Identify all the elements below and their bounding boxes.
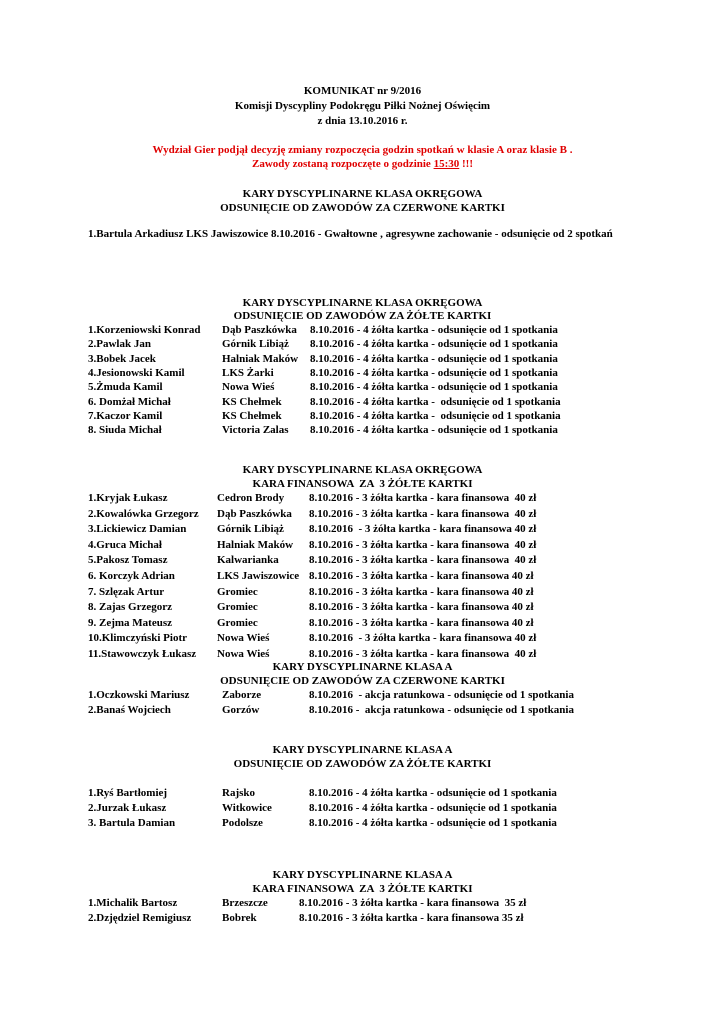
club-name: Cedron Brody [217, 492, 285, 504]
penalty-detail: 8.10.2016 - 4 żółta kartka - odsunięcie od 1 spotkania [309, 787, 557, 799]
club-name: KS Chełmek [222, 409, 282, 422]
table-row [0, 367, 725, 380]
penalty-detail: 8.10.2016 - 4 żółta kartka - odsunięcie od 1 spotkania [309, 817, 557, 829]
table-row [0, 508, 725, 521]
table-row [0, 324, 725, 337]
penalty-detail: 8.10.2016 - 3 żółta kartka - kara finansowa 40 zł [309, 538, 537, 551]
notice-line-2 [0, 158, 725, 171]
club-name: KS Chełmek [222, 395, 282, 408]
club-name: Górnik Libiąż [217, 523, 284, 536]
table-row [0, 353, 725, 366]
club-name: Gromiec [217, 601, 258, 614]
penalty-detail: 8.10.2016 - 4 żółta kartka - odsunięcie od 1 spotkania [310, 366, 558, 379]
player-name: 8. Zajas Grzegorz [88, 601, 172, 614]
table-row [0, 338, 725, 351]
table-row [0, 802, 725, 815]
table-row [0, 396, 725, 409]
penalty-detail: 8.10.2016 - 3 żółta kartka - kara finansowa 40 zł [309, 648, 537, 660]
player-name: 6. Domżał Michał [88, 395, 171, 408]
player-name: 2.Kowalówka Grzegorz [88, 507, 199, 520]
club-name: Górnik Libiąż [222, 338, 289, 351]
section-subtitle: ODSUNIĘCIE OD ZAWODÓW ZA CZERWONE KARTKI [220, 202, 505, 214]
club-name: Podolsze [222, 817, 263, 829]
club-name: LKS Żarki [222, 366, 274, 379]
player-name: 3.Bobek Jacek [88, 352, 156, 365]
table-row [0, 787, 725, 800]
notice-prefix: Zawody zostaną rozpoczęte o godzinie [251, 158, 434, 170]
penalty-detail: 8.10.2016 - 3 żółta kartka - kara finansowa 40 zł [309, 492, 537, 504]
penalty-detail: 8.10.2016 - akcja ratunkowa - odsunięcie od 1 spotkania [309, 689, 574, 701]
club-name: Brzeszcze [222, 897, 268, 909]
club-name: Gromiec [217, 585, 258, 598]
table-row [0, 586, 725, 599]
penalty-detail: 8.10.2016 - 4 żółta kartka - odsunięcie od 1 spotkania [310, 338, 558, 351]
penalty-detail: 8.10.2016 - 3 żółta kartka - kara finansowa 40 zł [309, 570, 534, 582]
communique-title: KOMUNIKAT nr 9/2016 [303, 85, 422, 97]
commission-name: Komisji Dyscypliny Podokręgu Piłki Nożnej Oświęcim [234, 100, 491, 112]
table-row [0, 381, 725, 394]
player-name: 10.Klimczyński Piotr [88, 632, 187, 645]
player-name: 1.Michalik Bartosz [88, 897, 178, 909]
penalty-detail: 8.10.2016 - 3 żółta kartka - kara finansowa 35 zł [299, 912, 524, 924]
section-title: KARY DYSCYPLINARNE KLASA A [272, 661, 453, 673]
table-row [0, 601, 725, 614]
penalty-detail: 8.10.2016 - 4 żółta kartka - odsunięcie od 1 spotkania [310, 424, 558, 437]
player-name: 5.Pakosz Tomasz [88, 554, 168, 567]
player-name: 3. Bartula Damian [88, 817, 176, 829]
penalty-detail: 8.10.2016 - 3 żółta kartka - kara finansowa 35 zł [299, 897, 527, 909]
club-name: Halniak Maków [222, 352, 299, 365]
player-name: 6. Korczyk Adrian [88, 570, 175, 582]
section-title: KARY DYSCYPLINARNE KLASA OKRĘGOWA [242, 297, 483, 309]
penalty-detail: 8.10.2016 - 4 żółta kartka - odsunięcie od 1 spotkania [310, 409, 561, 422]
notice-time: 15:30 [433, 158, 460, 170]
table-row [0, 523, 725, 536]
penalty-detail: 8.10.2016 - 4 żółta kartka - odsunięcie od 1 spotkania [310, 352, 558, 365]
player-name: 11.Stawowczyk Łukasz [88, 648, 197, 660]
table-row [0, 704, 725, 717]
table-row [0, 570, 725, 583]
club-name: Rajsko [222, 787, 256, 799]
player-name: 1.Oczkowski Mariusz [88, 689, 190, 701]
table-row [0, 632, 725, 645]
table-row [0, 554, 725, 567]
player-name: 1.Korzeniowski Konrad [88, 324, 201, 336]
player-name: 1.Kryjak Łukasz [88, 492, 168, 504]
player-name: 2.Jurzak Łukasz [88, 802, 167, 814]
penalty-detail: 8.10.2016 - 4 żółta kartka - odsunięcie od 1 spotkania [310, 324, 558, 336]
player-name: 3.Lickiewicz Damian [88, 523, 187, 536]
penalty-detail: 8.10.2016 - 4 żółta kartka - odsunięcie od 1 spotkania [310, 381, 558, 394]
penalty-detail: 8.10.2016 - 3 żółta kartka - kara finansowa 40 zł [309, 601, 534, 614]
player-name: 2.Banaś Wojciech [88, 704, 171, 716]
player-name: 4.Jesionowski Kamil [88, 366, 185, 379]
penalty-detail: 8.10.2016 - 3 żółta kartka - kara finansowa 40 zł [309, 616, 534, 629]
club-name: Dąb Paszkówka [217, 507, 292, 520]
club-name: Gorzów [222, 704, 260, 716]
table-row [0, 410, 725, 423]
section-subtitle: ODSUNIĘCIE OD ZAWODÓW ZA ŻÓŁTE KARTKI [233, 758, 492, 770]
club-name: Gromiec [217, 616, 258, 629]
club-name: Dąb Paszkówka [222, 324, 297, 336]
club-name: LKS Jawiszowice [217, 570, 300, 582]
player-name: 2.Dzjędziel Remigiusz [88, 912, 192, 924]
penalty-detail: 8.10.2016 - 3 żółta kartka - kara finansowa 40 zł [309, 523, 537, 536]
penalty-entry: 1.Bartula Arkadiusz LKS Jawiszowice 8.10.2016 - Gwałtowne , agresywne zachowanie - odsunięcie od 2 spotkań [88, 228, 613, 240]
penalty-detail: 8.10.2016 - 3 żółta kartka - kara finansowa 40 zł [309, 585, 534, 598]
table-row [0, 492, 725, 505]
penalty-detail: 8.10.2016 - 3 żółta kartka - kara finansowa 40 zł [309, 632, 537, 645]
table-row [0, 897, 725, 910]
penalty-detail: 8.10.2016 - 4 żółta kartka - odsunięcie od 1 spotkania [309, 802, 557, 814]
table-row [0, 617, 725, 630]
penalty-detail: 8.10.2016 - 3 żółta kartka - kara finansowa 40 zł [309, 507, 537, 520]
section-title: KARY DYSCYPLINARNE KLASA OKRĘGOWA [242, 188, 483, 200]
player-name: 4.Gruca Michał [88, 538, 162, 551]
player-name: 8. Siuda Michał [88, 424, 162, 437]
table-row [0, 689, 725, 702]
notice-suffix: !!! [459, 158, 473, 170]
club-name: Nowa Wieś [217, 648, 270, 660]
club-name: Bobrek [222, 912, 257, 924]
club-name: Witkowice [222, 802, 272, 814]
player-name: 9. Zejma Mateusz [88, 616, 173, 629]
player-name: 7. Szlęzak Artur [88, 585, 165, 598]
section-subtitle: KARA FINANSOWA ZA 3 ŻÓŁTE KARTKI [252, 883, 473, 895]
section-subtitle: ODSUNIĘCIE OD ZAWODÓW ZA ŻÓŁTE KARTKI [233, 310, 492, 322]
penalty-detail: 8.10.2016 - akcja ratunkowa - odsunięcie od 1 spotkania [309, 704, 574, 716]
section-subtitle: ODSUNIĘCIE OD ZAWODÓW ZA CZERWONE KARTKI [220, 675, 505, 687]
club-name: Victoria Zalas [222, 424, 289, 437]
table-row [0, 817, 725, 830]
club-name: Nowa Wieś [222, 381, 275, 394]
club-name: Kalwarianka [217, 554, 279, 567]
penalty-detail: 8.10.2016 - 4 żółta kartka - odsunięcie od 1 spotkania [310, 395, 561, 408]
player-name: 7.Kaczor Kamil [88, 409, 163, 422]
section-title: KARY DYSCYPLINARNE KLASA A [272, 744, 453, 756]
section-subtitle: KARA FINANSOWA ZA 3 ŻÓŁTE KARTKI [252, 478, 473, 490]
club-name: Zaborze [222, 689, 262, 701]
club-name: Halniak Maków [217, 538, 294, 551]
notice-line-1: Wydział Gier podjął decyzję zmiany rozpoczęcia godzin spotkań w klasie A oraz klasie B . [152, 144, 573, 156]
player-name: 2.Pawlak Jan [88, 338, 151, 351]
communique-date: z dnia 13.10.2016 r. [317, 115, 408, 127]
table-row [0, 539, 725, 552]
player-name: 1.Ryś Bartłomiej [88, 787, 168, 799]
section-title: KARY DYSCYPLINARNE KLASA A [272, 869, 453, 881]
club-name: Nowa Wieś [217, 632, 270, 645]
table-row [0, 912, 725, 925]
section-title: KARY DYSCYPLINARNE KLASA OKRĘGOWA [242, 464, 483, 476]
table-row [0, 648, 725, 661]
penalty-detail: 8.10.2016 - 3 żółta kartka - kara finansowa 40 zł [309, 554, 537, 567]
table-row [0, 424, 725, 437]
player-name: 5.Żmuda Kamil [88, 381, 163, 394]
